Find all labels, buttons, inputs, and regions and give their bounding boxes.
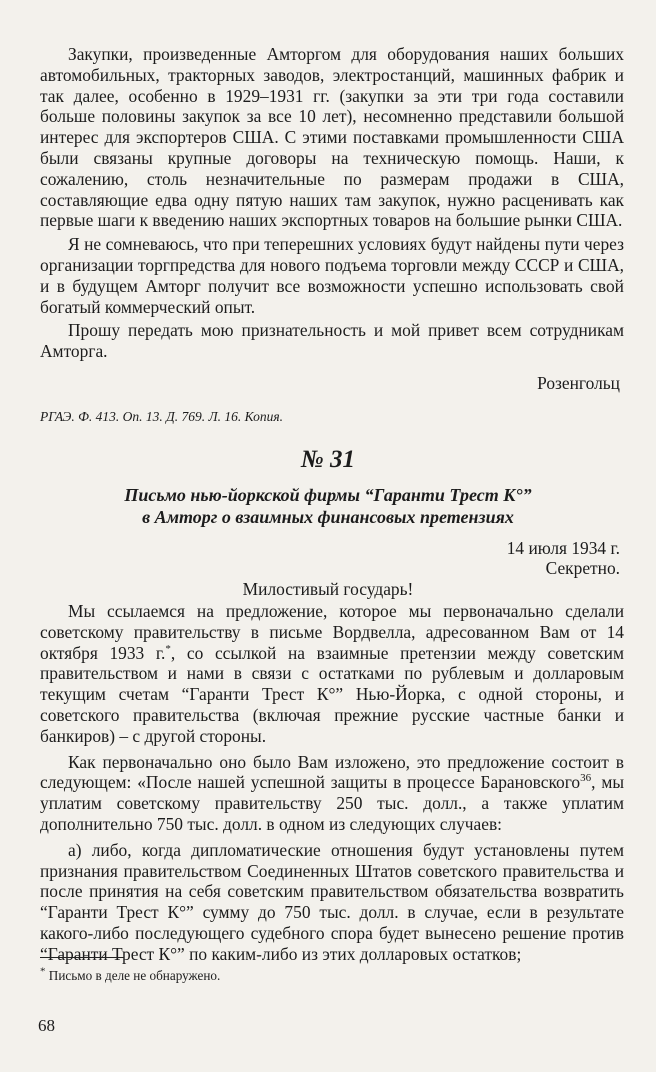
signature: Розенгольц xyxy=(537,373,620,393)
letter-body xyxy=(40,601,624,965)
document-title-line-2: в Амторг о взаимных финансовых претензиях xyxy=(142,507,514,527)
paragraph: Прошу передать мою признательность и мой привет всем сотрудникам Амторга. xyxy=(40,320,624,362)
archive-source: РГАЭ. Ф. 413. Оп. 13. Д. 769. Л. 16. Копия. xyxy=(40,409,284,424)
paragraph-text: , со ссылкой на взаимные претензии между советским правительством и нами в связи с остатками по рублевым и долларовым текущим счетам “Гаранти Трест К°” Нью-Йорка, с одной стороны, и советского правительства (включая прежние русские частные банки и банкиров) – с другой стороны. xyxy=(40,642,624,746)
endnote-reference: 36 xyxy=(580,772,592,785)
paragraph xyxy=(40,752,624,835)
paragraph-text: , мы уплатим советскому правительству 250 тыс. долл., а также уплатим дополнительно 750 тыс. долл. в одном из следующих случаев: xyxy=(40,772,625,834)
footnote-mark: * xyxy=(40,965,46,978)
document-title-line-1: Письмо нью-йоркской фирмы “Гаранти Трест К°” xyxy=(124,485,532,505)
paragraph-text: Как первоначально оно было Вам изложено, это предложение состоит в следующем: «После нашей успешной защиты в процессе Барановского xyxy=(40,751,624,793)
intro-text xyxy=(40,44,624,362)
footnote-text: Письмо в деле не обнаружено. xyxy=(45,968,221,983)
page-number: 68 xyxy=(38,1016,55,1035)
footnote xyxy=(40,965,221,984)
paragraph xyxy=(40,601,624,747)
paragraph: а) либо, когда дипломатические отношения будут установлены путем признания правительством Соединенных Штатов советского правительства и после принятия на себя советским правительством обязательства возвратить “Гаранти Трест К°” сумму до 750 тыс. долл. в случае, если в результате какого-либо последующего судебного спора будет вынесено решение против “Гаранти Трест К°” по каким-либо из этих долларовых остатков; xyxy=(40,839,624,964)
classification-mark: Секретно. xyxy=(545,558,620,578)
footnote-reference: * xyxy=(165,642,171,655)
salutation: Милостивый государь! xyxy=(242,579,414,599)
paragraph: Закупки, произведенные Амторгом для оборудования наших больших автомобильных, тракторных заводов, электростанций, машинных фабрик и так далее, особенно в 1929–1931 гг. (закупки за эти три года составили больше половины закупок за все 10 лет), несомненно представили большой интерес для экспортеров США. С этими поставками промышленности США были связаны крупные договоры на техническую помощь. Наши, к сожалению, столь незначительные по размерам продажи в США, составляющие едва одну пятую наших там закупок, нужно расценивать как первые шаги к введению наших экспортных товаров на большие рынки США. xyxy=(40,44,624,231)
document-date: 14 июля 1934 г. xyxy=(506,538,620,558)
footnote-divider xyxy=(40,957,124,958)
document-number: № 31 xyxy=(300,446,356,473)
paragraph: Я не сомневаюсь, что при теперешних условиях будут найдены пути через организации торгпредства для нового подъема торговли между СССР и США, и в будущем Амторг получит все возможности успешно использовать свой богатый коммерческий опыт. xyxy=(40,234,624,317)
paragraph-text: Мы ссылаемся на предложение, которое мы первоначально сделали советскому правительству в письме Вордвелла, адресованном Вам от 14 октября 1933 г. xyxy=(40,601,624,663)
